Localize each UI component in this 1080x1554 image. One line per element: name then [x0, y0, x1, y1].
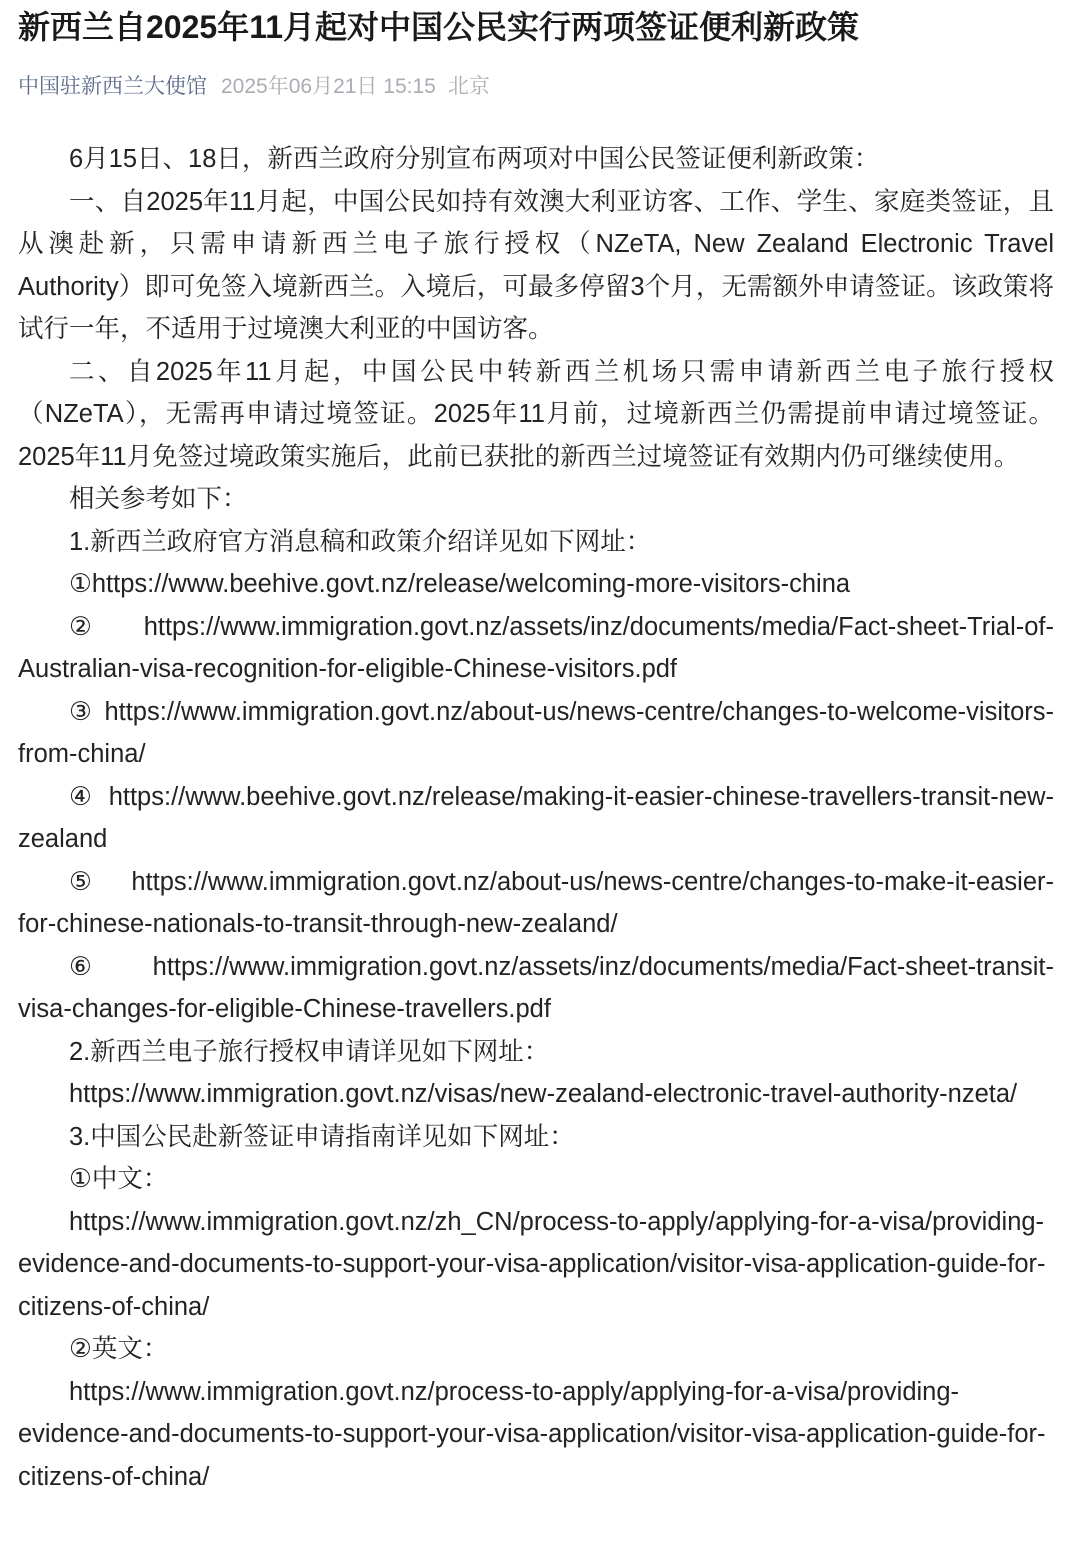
byline — [18, 72, 1062, 102]
reference-3-english-url[interactable]: https://www.immigration.govt.nz/process-to-apply/applying-for-a-visa/providing-evidence-and-documents-to-support-your-visa-application/visitor-visa-application-guide-for-citizens-of-china/ — [18, 1377, 1046, 1491]
byline-date: 2025年06月21日 15:15 — [221, 75, 436, 98]
reference-3-english-label: ②英文： — [69, 1335, 169, 1363]
paragraph-references-lead: 相关参考如下： — [69, 485, 248, 513]
reference-1-heading: 1.新西兰政府官方消息稿和政策介绍详见如下网址： — [69, 527, 652, 556]
reference-3-chinese-url[interactable]: https://www.immigration.govt.nz/zh_CN/process-to-apply/applying-for-a-visa/providing-evidence-and-documents-to-support-your-visa-application/visitor-visa-application-guide-for-citizens-of-china/ — [18, 1207, 1046, 1321]
paragraph-policy-one: 一、自2025年11月起，中国公民如持有效澳大利亚访客、工作、学生、家庭类签证，且从澳赴新，只需申请新西兰电子旅行授权（NZeTA, New Zealand Electronic Travel Authority）即可免签入境新西兰。入境后，可最多停留3个月，无需额外申请签证。该政策将试行一年，不适用于过境澳大利亚的中国访客。 — [18, 187, 1054, 343]
reference-3-chinese-label: ①中文： — [69, 1165, 169, 1193]
reference-1-url-3[interactable]: ③ https://www.immigration.govt.nz/about-us/news-centre/changes-to-welcome-visitors-from-china/ — [18, 697, 1054, 768]
reference-1-url-2[interactable]: ② https://www.immigration.govt.nz/assets/inz/documents/media/Fact-sheet-Trial-of-Australian-visa-recognition-for-eligible-Chinese-visitors.pdf — [18, 612, 1054, 683]
reference-2-heading: 2.新西兰电子旅行授权申请详见如下网址： — [69, 1037, 550, 1066]
article-body — [0, 138, 1080, 1498]
byline-source[interactable]: 中国驻新西兰大使馆 — [18, 75, 207, 98]
paragraph-intro: 6月15日、18日，新西兰政府分别宣布两项对中国公民签证便利新政策： — [69, 145, 880, 173]
reference-3-heading: 3.中国公民赴新签证申请指南详见如下网址： — [69, 1122, 575, 1151]
reference-1-url-5[interactable]: ⑤ https://www.immigration.govt.nz/about-us/news-centre/changes-to-make-it-easier-for-chinese-nationals-to-transit-through-new-zealand/ — [18, 867, 1054, 938]
reference-2-url[interactable]: https://www.immigration.govt.nz/visas/new-zealand-electronic-travel-authority-nzeta/ — [69, 1080, 1018, 1108]
reference-1-url-6[interactable]: ⑥ https://www.immigration.govt.nz/assets/inz/documents/media/Fact-sheet-transit-visa-changes-for-eligible-Chinese-travellers.pdf — [18, 952, 1054, 1023]
page-title: 新西兰自2025年11月起对中国公民实行两项签证便利新政策 — [18, 9, 860, 45]
reference-1-url-1[interactable]: ①https://www.beehive.govt.nz/release/welcoming-more-visitors-china — [69, 570, 851, 598]
byline-place: 北京 — [447, 75, 490, 98]
article-header — [0, 0, 1080, 102]
paragraph-policy-two: 二、自2025年11月起，中国公民中转新西兰机场只需申请新西兰电子旅行授权（NZeTA），无需再申请过境签证。2025年11月前，过境新西兰仍需提前申请过境签证。2025年11月免签过境政策实施后，此前已获批的新西兰过境签证有效期内仍可继续使用。 — [18, 357, 1054, 471]
reference-1-url-4[interactable]: ④ https://www.beehive.govt.nz/release/making-it-easier-chinese-travellers-transit-new-zealand — [18, 782, 1054, 853]
